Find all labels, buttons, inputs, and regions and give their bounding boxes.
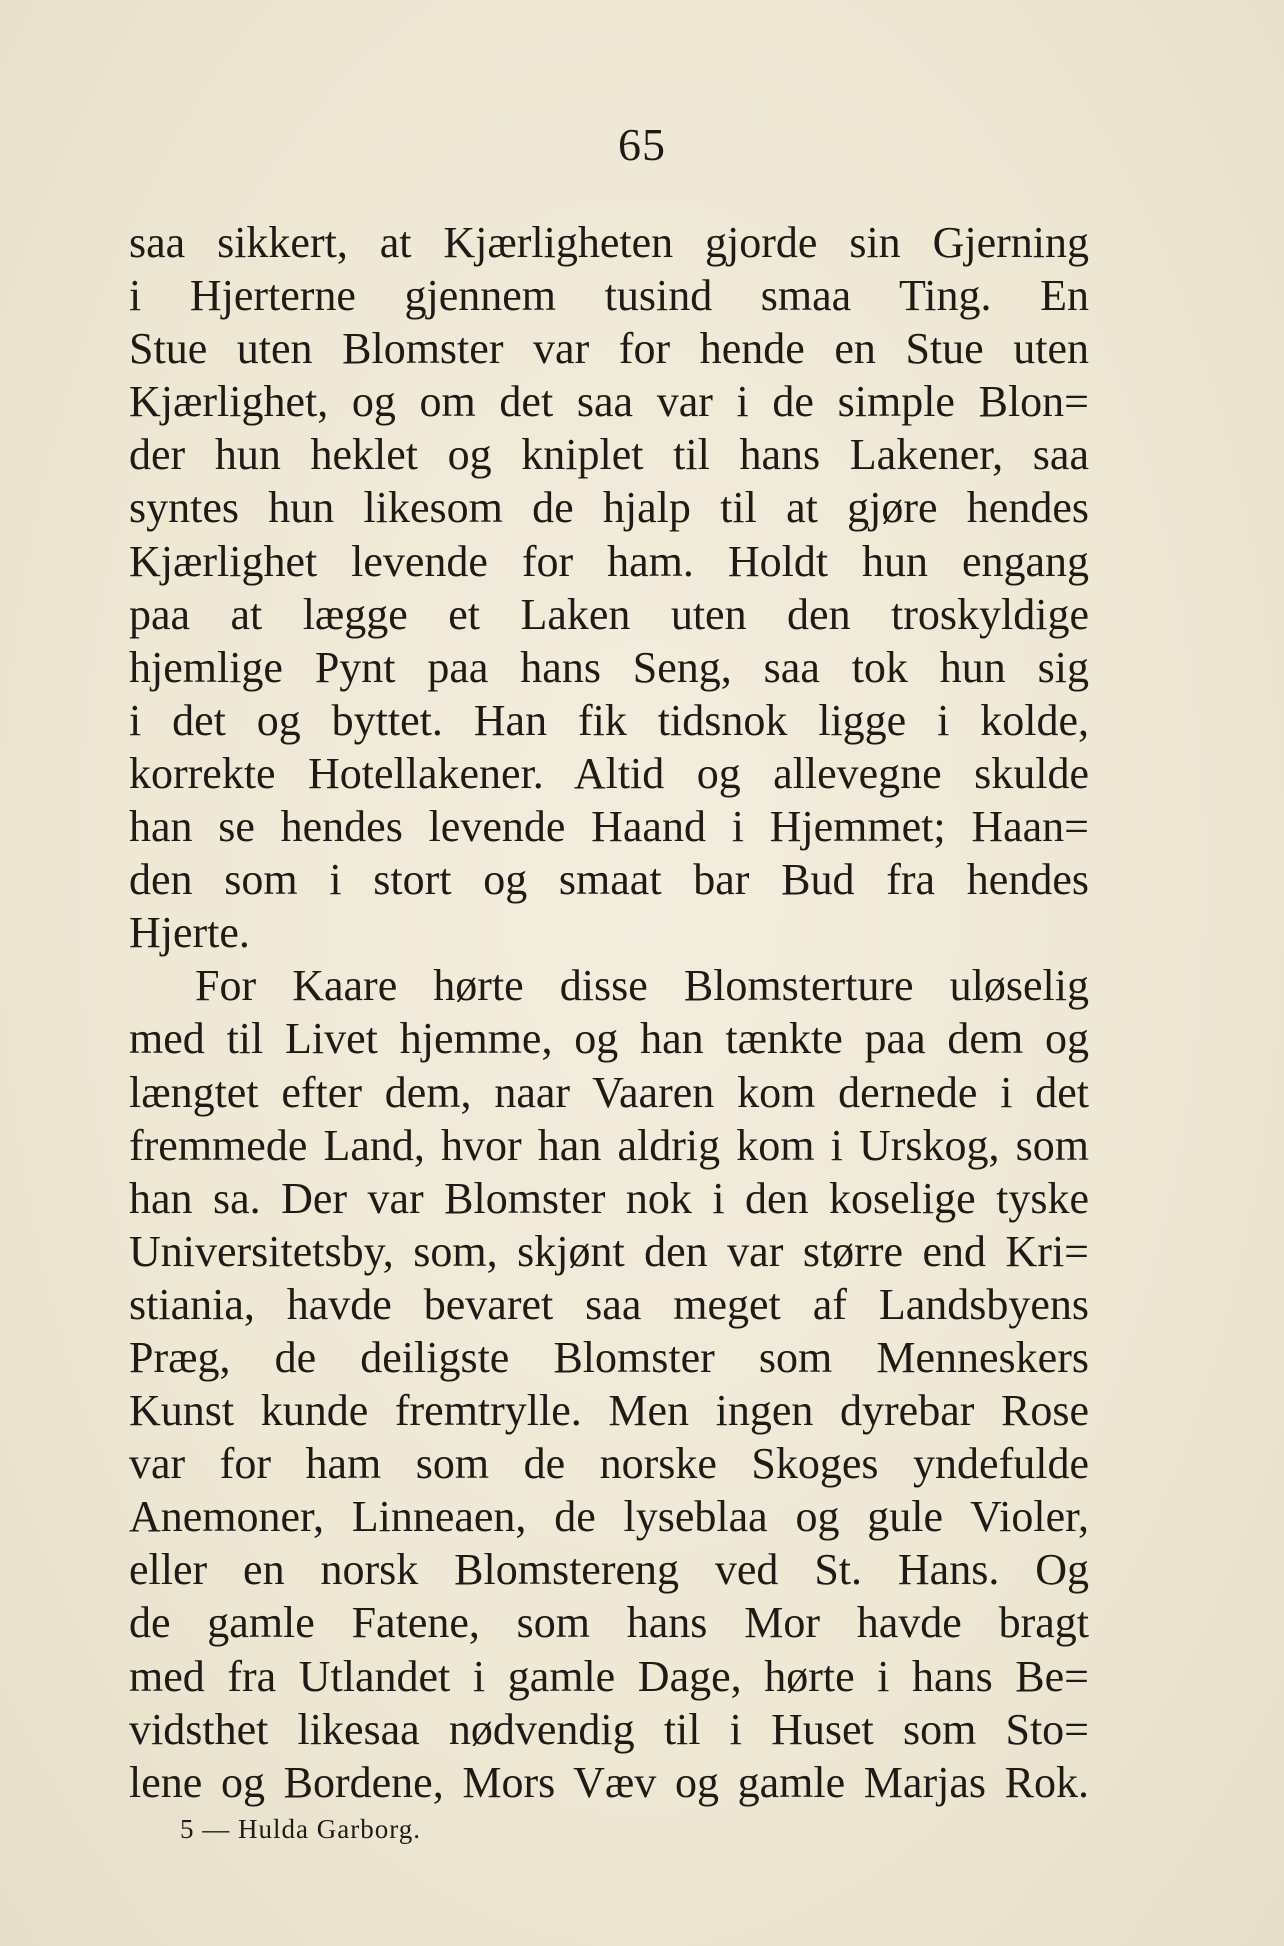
text-line: stiania, havde bevaret saa meget af Landsbyens — [129, 1279, 1089, 1329]
text-line: han sa. Der var Blomster nok i den koselige tyske — [129, 1173, 1089, 1223]
body-text — [129, 216, 1089, 1809]
text-line: Præg, de deiligste Blomster som Menneskers — [129, 1332, 1089, 1382]
text-line: saa sikkert, at Kjærligheten gjorde sin Gjerning — [129, 218, 1089, 267]
text-line: i det og byttet. Han fik tidsnok ligge i kolde, — [129, 695, 1089, 745]
text-line: Kjærlighet, og om det saa var i de simple Blon= — [129, 377, 1089, 427]
text-line: var for ham som de norske Skoges yndefulde — [129, 1439, 1089, 1489]
text-line: med fra Utlandet i gamle Dage, hørte i hans Be= — [129, 1651, 1089, 1701]
text-line: For Kaare hørte disse Blomsterture uløselig — [195, 961, 1089, 1011]
signature-mark: 5 — Hulda Garborg. — [180, 1814, 421, 1844]
page-number: 65 — [618, 119, 666, 170]
text-line: Kunst kunde fremtrylle. Men ingen dyrebar Rose — [129, 1386, 1089, 1436]
text-line: de gamle Fatene, som hans Mor havde bragt — [129, 1598, 1089, 1648]
text-line: med til Livet hjemme, og han tænkte paa dem og — [129, 1014, 1089, 1064]
text-line: den som i stort og smaat bar Bud fra hendes — [129, 855, 1089, 905]
text-line: eller en norsk Blomstereng ved St. Hans. Og — [129, 1545, 1089, 1595]
text-line: lene og Bordene, Mors Væv og gamle Marjas Rok. — [129, 1757, 1089, 1807]
text-line: Universitetsby, som, skjønt den var større end Kri= — [129, 1226, 1089, 1276]
text-line: Kjærlighet levende for ham. Holdt hun engang — [129, 536, 1089, 586]
text-line: længtet efter dem, naar Vaaren kom dernede i det — [129, 1067, 1089, 1117]
text-line: korrekte Hotellakener. Altid og allevegne skulde — [129, 748, 1089, 798]
text-line: Stue uten Blomster var for hende en Stue uten — [129, 324, 1089, 374]
text-line: Anemoner, Linneaen, de lyseblaa og gule Violer, — [129, 1492, 1089, 1542]
text-line: i Hjerterne gjennem tusind smaa Ting. En — [129, 271, 1089, 321]
text-line: der hun heklet og kniplet til hans Lakener, saa — [129, 430, 1089, 480]
text-line: hjemlige Pynt paa hans Seng, saa tok hun sig — [129, 642, 1089, 692]
text-line: Hjerte. — [129, 908, 250, 958]
text-line: fremmede Land, hvor han aldrig kom i Urskog, som — [129, 1120, 1089, 1170]
text-line: vidsthet likesaa nødvendig til i Huset som Sto= — [129, 1704, 1089, 1754]
text-line: han se hendes levende Haand i Hjemmet; Haan= — [129, 802, 1089, 852]
text-line: paa at lægge et Laken uten den troskyldige — [129, 589, 1089, 639]
text-line: syntes hun likesom de hjalp til at gjøre hendes — [129, 483, 1089, 533]
